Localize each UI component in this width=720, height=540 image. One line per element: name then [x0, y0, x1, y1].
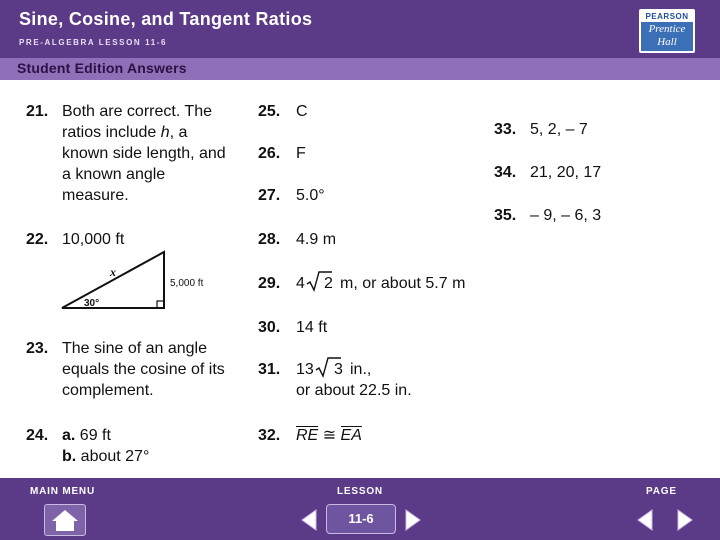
- answer-22-text: 10,000 ft: [62, 231, 125, 248]
- answer-31-line-2: or about 22.5 in.: [296, 382, 412, 399]
- logo-hall: Hall: [657, 36, 677, 48]
- congruent-symbol: ≅: [322, 427, 337, 444]
- page-label: PAGE: [646, 486, 677, 497]
- lesson-number-display: 11-6: [326, 504, 396, 534]
- page-next-button[interactable]: [672, 508, 696, 532]
- answer-24-part-b-text: about 27°: [80, 448, 150, 465]
- answer-30-number: 30.: [258, 319, 281, 336]
- answer-21-number: 21.: [26, 103, 49, 120]
- answer-24-part-a-text: 69 ft: [79, 427, 111, 444]
- pearson-prentice-hall-logo: [639, 9, 695, 53]
- answer-21-line-2: [62, 122, 187, 143]
- answer-30-text: 14 ft: [296, 319, 328, 336]
- answer-22-number: 22.: [26, 231, 49, 248]
- answer-31-number: 31.: [258, 361, 281, 378]
- answer-26-number: 26.: [258, 145, 281, 162]
- answer-24-line-1: [62, 425, 111, 446]
- lesson-next-button[interactable]: [400, 508, 424, 532]
- answer-34-text: 21, 20, 17: [530, 164, 602, 181]
- logo-prentice-hall-text: [641, 23, 693, 49]
- header-bar: [0, 0, 720, 58]
- answer-23-line-1: The sine of an angle: [62, 340, 207, 357]
- answer-27-number: 27.: [258, 187, 281, 204]
- answer-23-line-2: equals the cosine of its: [62, 361, 225, 378]
- answer-33-number: 33.: [494, 121, 517, 138]
- answer-27-text: 5.0°: [296, 187, 325, 204]
- section-bar: [0, 58, 720, 80]
- triangle-length-label: 5,000 ft: [170, 278, 204, 289]
- answer-31-radicand: 3: [334, 361, 343, 378]
- answer-23-line-3: complement.: [62, 382, 154, 399]
- answer-33-text: 5, 2, – 7: [530, 121, 588, 138]
- answer-23-number: 23.: [26, 340, 49, 357]
- lesson-prev-button[interactable]: [298, 508, 322, 532]
- answer-35-text: – 9, – 6, 3: [530, 207, 602, 224]
- answer-35-number: 35.: [494, 207, 517, 224]
- home-button[interactable]: [44, 504, 86, 536]
- main-menu-label: MAIN MENU: [30, 486, 95, 497]
- answer-21-line-5: measure.: [62, 187, 129, 204]
- answer-28-text: 4.9 m: [296, 231, 337, 248]
- page-prev-button[interactable]: [634, 508, 658, 532]
- answer-34-number: 34.: [494, 164, 517, 181]
- answer-29-number: 29.: [258, 275, 281, 292]
- answer-29-post: m, or about 5.7 m: [340, 275, 466, 292]
- answer-24-part-a: a.: [62, 427, 76, 444]
- answer-29-pre: 4: [296, 275, 305, 292]
- answer-25-number: 25.: [258, 103, 281, 120]
- answer-24-line-2: [62, 446, 149, 467]
- answer-25-text: C: [296, 103, 308, 120]
- answer-21-line-3: known side length, and: [62, 145, 226, 162]
- lesson-label: LESSON: [337, 486, 383, 497]
- answer-21-line-1: Both are correct. The: [62, 103, 212, 120]
- answer-21-line-4: a known angle: [62, 166, 166, 183]
- triangle-side-x-label: x: [110, 265, 116, 279]
- triangle-angle-label: 30°: [84, 298, 100, 309]
- segment-ea: EA: [340, 427, 362, 444]
- answer-24-number: 24.: [26, 427, 49, 444]
- footer-bar: [0, 478, 720, 540]
- segment-re: RE: [296, 427, 319, 444]
- answer-24-part-b: b.: [62, 448, 77, 465]
- section-title: Student Edition Answers: [17, 60, 187, 76]
- answer-21-line-2c: , a: [169, 124, 188, 141]
- answer-29-radicand: 2: [324, 275, 333, 292]
- answer-32-number: 32.: [258, 427, 281, 444]
- logo-pearson-text: PEARSON: [641, 11, 693, 22]
- right-triangle-figure: [60, 248, 230, 314]
- answer-32-text: [296, 425, 362, 446]
- answer-28-number: 28.: [258, 231, 281, 248]
- lesson-subtitle: PRE-ALGEBRA LESSON 11-6: [19, 38, 168, 47]
- answer-21-line-2a: ratios include: [62, 124, 161, 141]
- answer-26-text: F: [296, 145, 306, 162]
- answer-21-variable-h: h: [160, 124, 170, 141]
- page-title: Sine, Cosine, and Tangent Ratios: [19, 9, 313, 29]
- logo-prentice: Prentice: [648, 23, 686, 35]
- home-icon: [45, 505, 85, 535]
- answer-31-post: in.,: [350, 361, 372, 378]
- answer-31-pre: 13: [296, 361, 314, 378]
